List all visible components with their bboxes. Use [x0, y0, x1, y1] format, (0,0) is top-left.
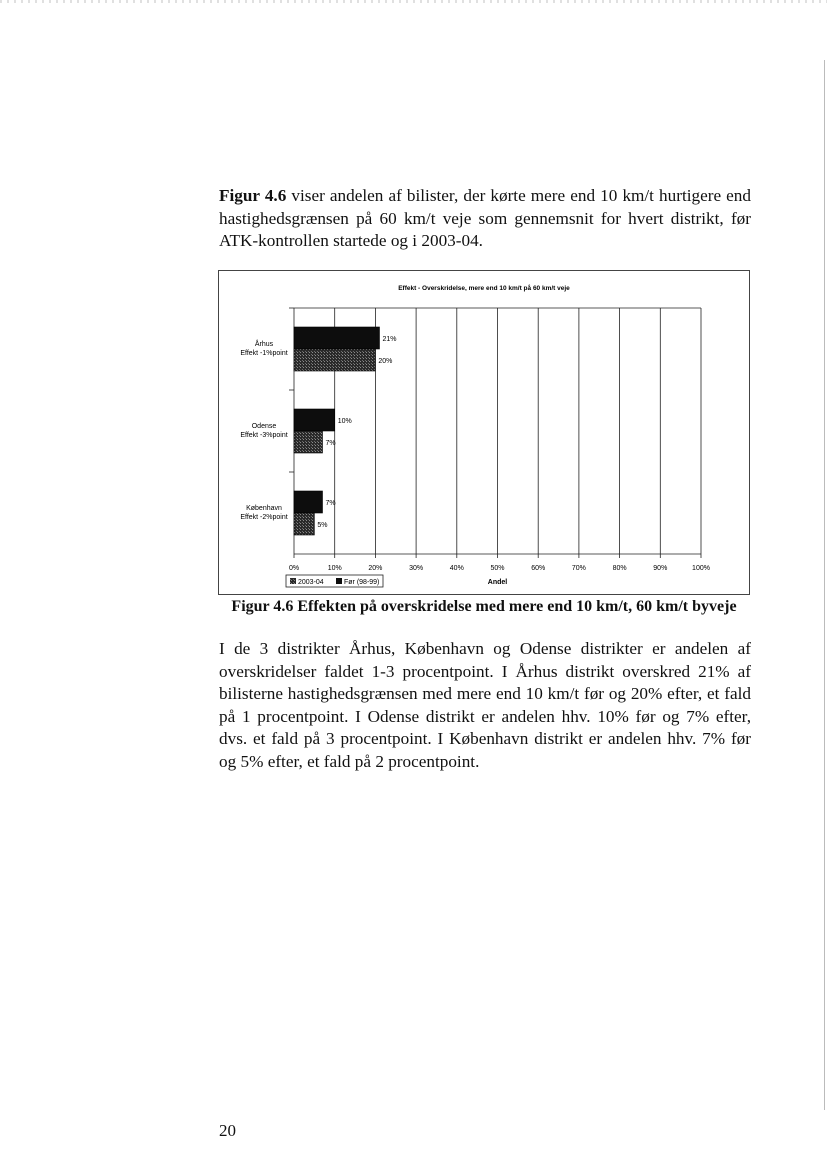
data-label: 7% — [325, 500, 336, 507]
legend-label: Før (98-99) — [344, 579, 380, 586]
x-tick-label: 10% — [327, 565, 342, 572]
category-effect-label: Effekt -2%point — [240, 514, 288, 521]
bar-2003-04 — [294, 513, 314, 535]
x-tick-label: 0% — [288, 565, 300, 572]
data-label: 7% — [325, 440, 336, 447]
category-effect-label: Effekt -1%point — [240, 350, 288, 357]
legend-label: 2003-04 — [298, 579, 324, 586]
data-label: 20% — [378, 358, 393, 365]
intro-text: viser andelen af bilister, der kørte mere end 10 km/t hurtigere end hastighedsgrænsen på 60 km/t veje som gennemsnit for hvert distrikt, før ATK-kontrollen startede og i 2003-04. — [219, 186, 751, 251]
x-tick-label: 70% — [571, 565, 586, 572]
bar-chart — [219, 271, 749, 594]
x-tick-label: 80% — [612, 565, 627, 572]
bar-2003-04 — [294, 349, 375, 371]
bar-2003-04 — [294, 431, 322, 453]
legend-swatch — [290, 578, 296, 584]
bar-f-r-98-99- — [294, 491, 322, 513]
x-tick-label: 20% — [368, 565, 383, 572]
bar-f-r-98-99- — [294, 409, 335, 431]
body-paragraph: I de 3 distrikter Århus, København og Odense distrikter er andelen af overskridelser faldet 1-3 procentpoint. I Århus distrikt overskred 21% af bilisterne hastighedsgrænsen med mere end 10 km/t før og 20% efter, et fald på 1 procentpoint. I Odense distrikt er andelen hhv. 10% før og 7% efter, dvs. et fald på 3 procentpoint. I København distrikt er andelen hhv. 7% før og 5% efter, et fald på 2 procentpoint. — [219, 639, 751, 771]
scan-edge-top — [0, 0, 827, 3]
data-label: 10% — [337, 418, 352, 425]
bar-f-r-98-99- — [294, 327, 379, 349]
figure-caption: Figur 4.6 Effekten på overskridelse med mere end 10 km/t, 60 km/t byveje — [231, 598, 737, 615]
data-label: 21% — [382, 336, 397, 343]
x-tick-label: 50% — [490, 565, 505, 572]
x-tick-label: 90% — [653, 565, 668, 572]
category-effect-label: Effekt -3%point — [240, 432, 288, 439]
x-tick-label: 100% — [692, 565, 710, 572]
scan-edge-right — [824, 60, 825, 1110]
intro-figure-ref: Figur 4.6 — [219, 186, 287, 205]
x-tick-label: 30% — [409, 565, 424, 572]
chart-title: Effekt - Overskridelse, mere end 10 km/t på 60 km/t veje — [398, 285, 570, 292]
x-tick-label: 60% — [531, 565, 546, 572]
x-tick-label: 40% — [449, 565, 464, 572]
page-number: 20 — [219, 1121, 236, 1140]
legend-swatch — [336, 578, 342, 584]
x-axis-title: Andel — [487, 579, 508, 586]
figure-frame — [218, 270, 750, 595]
category-label: Odense — [251, 423, 277, 430]
intro-paragraph — [219, 185, 751, 253]
category-label: Århus — [254, 341, 274, 348]
data-label: 5% — [317, 522, 328, 529]
category-label: København — [246, 505, 282, 512]
